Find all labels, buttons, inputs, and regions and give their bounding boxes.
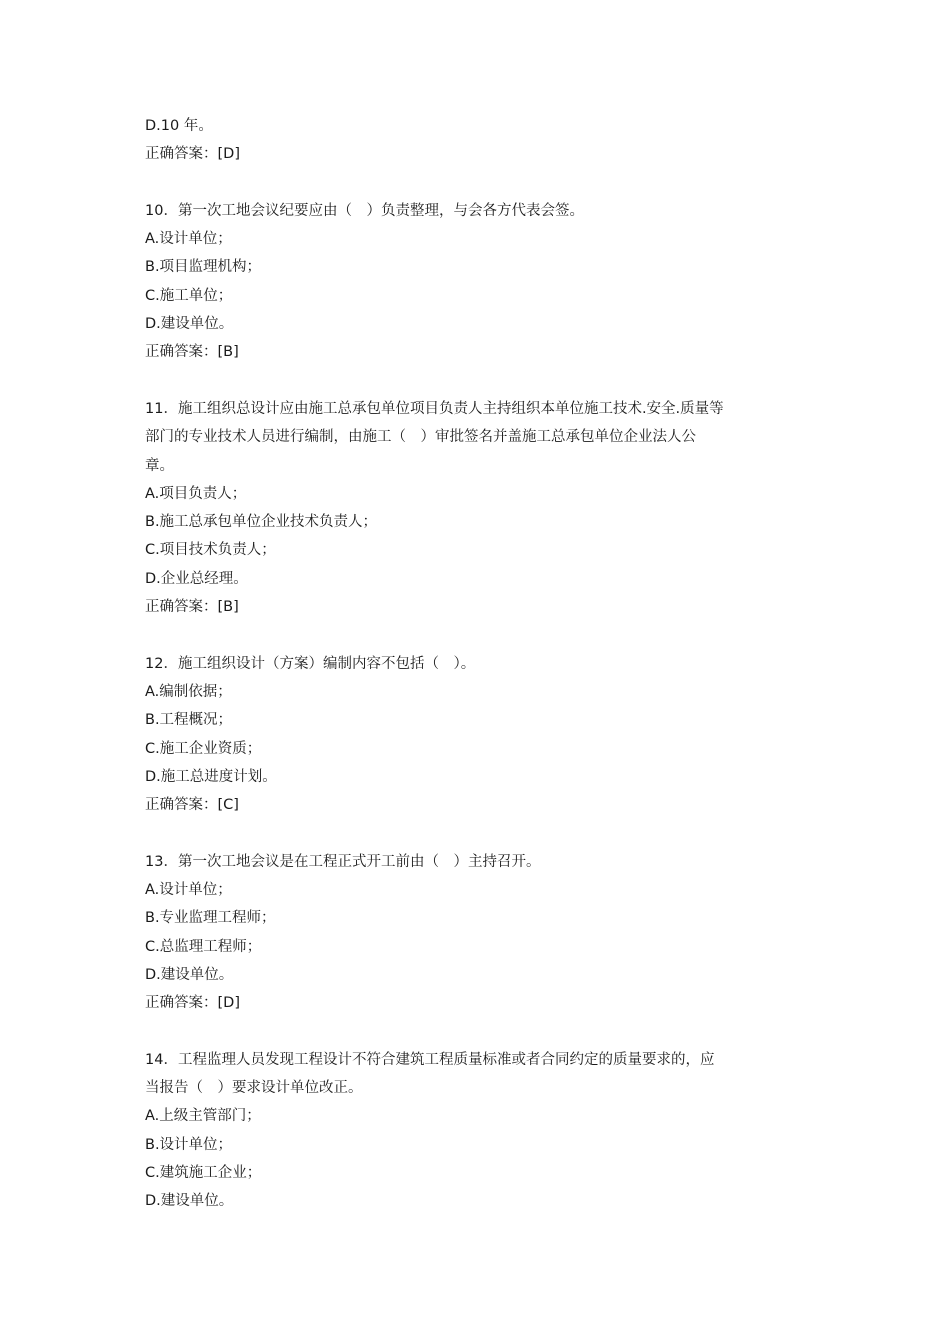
option-d: D.企业总经理。 bbox=[145, 570, 248, 587]
option-d: D.施工总进度计划。 bbox=[145, 768, 277, 785]
question-text: 13．第一次工地会议是在工程正式开工前由（ ）主持召开。 bbox=[145, 853, 541, 870]
question-block bbox=[145, 1046, 825, 1216]
question-text: 10．第一次工地会议纪要应由（ ）负责整理，与会各方代表会签。 bbox=[145, 202, 584, 219]
spacer bbox=[145, 367, 825, 395]
option-a: A.上级主管部门； bbox=[145, 1108, 261, 1125]
option-b: B.项目监理机构； bbox=[145, 259, 262, 276]
question-text: 11．施工组织总设计应由施工总承包单位项目负责人主持组织本单位施工技术.安全.质量等 bbox=[145, 400, 724, 417]
option-b: B.工程概况； bbox=[145, 712, 233, 729]
question-block bbox=[145, 395, 825, 621]
option-a: A.项目负责人； bbox=[145, 485, 247, 502]
option-b: B.设计单位； bbox=[145, 1136, 233, 1153]
option-d: D.10 年。 bbox=[145, 118, 213, 134]
question-text: 当报告（ ）要求设计单位改正。 bbox=[145, 1080, 363, 1097]
question-text: 12．施工组织设计（方案）编制内容不包括（ ）。 bbox=[145, 655, 476, 672]
correct-answer: 正确答案：[B] bbox=[145, 344, 239, 361]
spacer bbox=[145, 819, 825, 847]
option-a: A.设计单位； bbox=[145, 231, 232, 248]
option-c: C.建筑施工企业； bbox=[145, 1164, 262, 1181]
document-content bbox=[145, 112, 825, 1216]
question-text: 章。 bbox=[145, 457, 174, 474]
option-d: D.建设单位。 bbox=[145, 316, 234, 333]
option-c: C.总监理工程师； bbox=[145, 938, 262, 955]
spacer bbox=[145, 169, 825, 197]
option-b: B.专业监理工程师； bbox=[145, 910, 276, 927]
option-a: A.设计单位； bbox=[145, 882, 232, 899]
option-c: C.施工企业资质； bbox=[145, 740, 262, 757]
option-c: C.施工单位； bbox=[145, 287, 233, 304]
spacer bbox=[145, 621, 825, 649]
correct-answer: 正确答案：[D] bbox=[145, 995, 240, 1012]
question-text: 14．工程监理人员发现工程设计不符合建筑工程质量标准或者合同约定的质量要求的，应 bbox=[145, 1051, 715, 1068]
spacer bbox=[145, 1018, 825, 1046]
correct-answer: 正确答案：[D] bbox=[145, 146, 240, 163]
question-block bbox=[145, 848, 825, 1018]
option-d: D.建设单位。 bbox=[145, 1193, 234, 1210]
question-block bbox=[145, 650, 825, 820]
option-c: C.项目技术负责人； bbox=[145, 542, 276, 559]
option-d: D.建设单位。 bbox=[145, 966, 234, 983]
option-b: B.施工总承包单位企业技术负责人； bbox=[145, 514, 378, 531]
question-block bbox=[145, 197, 825, 367]
option-a: A.编制依据； bbox=[145, 683, 232, 700]
correct-answer: 正确答案：[B] bbox=[145, 599, 239, 616]
correct-answer: 正确答案：[C] bbox=[145, 797, 239, 814]
question-text: 部门的专业技术人员进行编制，由施工（ ）审批签名并盖施工总承包单位企业法人公 bbox=[145, 429, 696, 446]
